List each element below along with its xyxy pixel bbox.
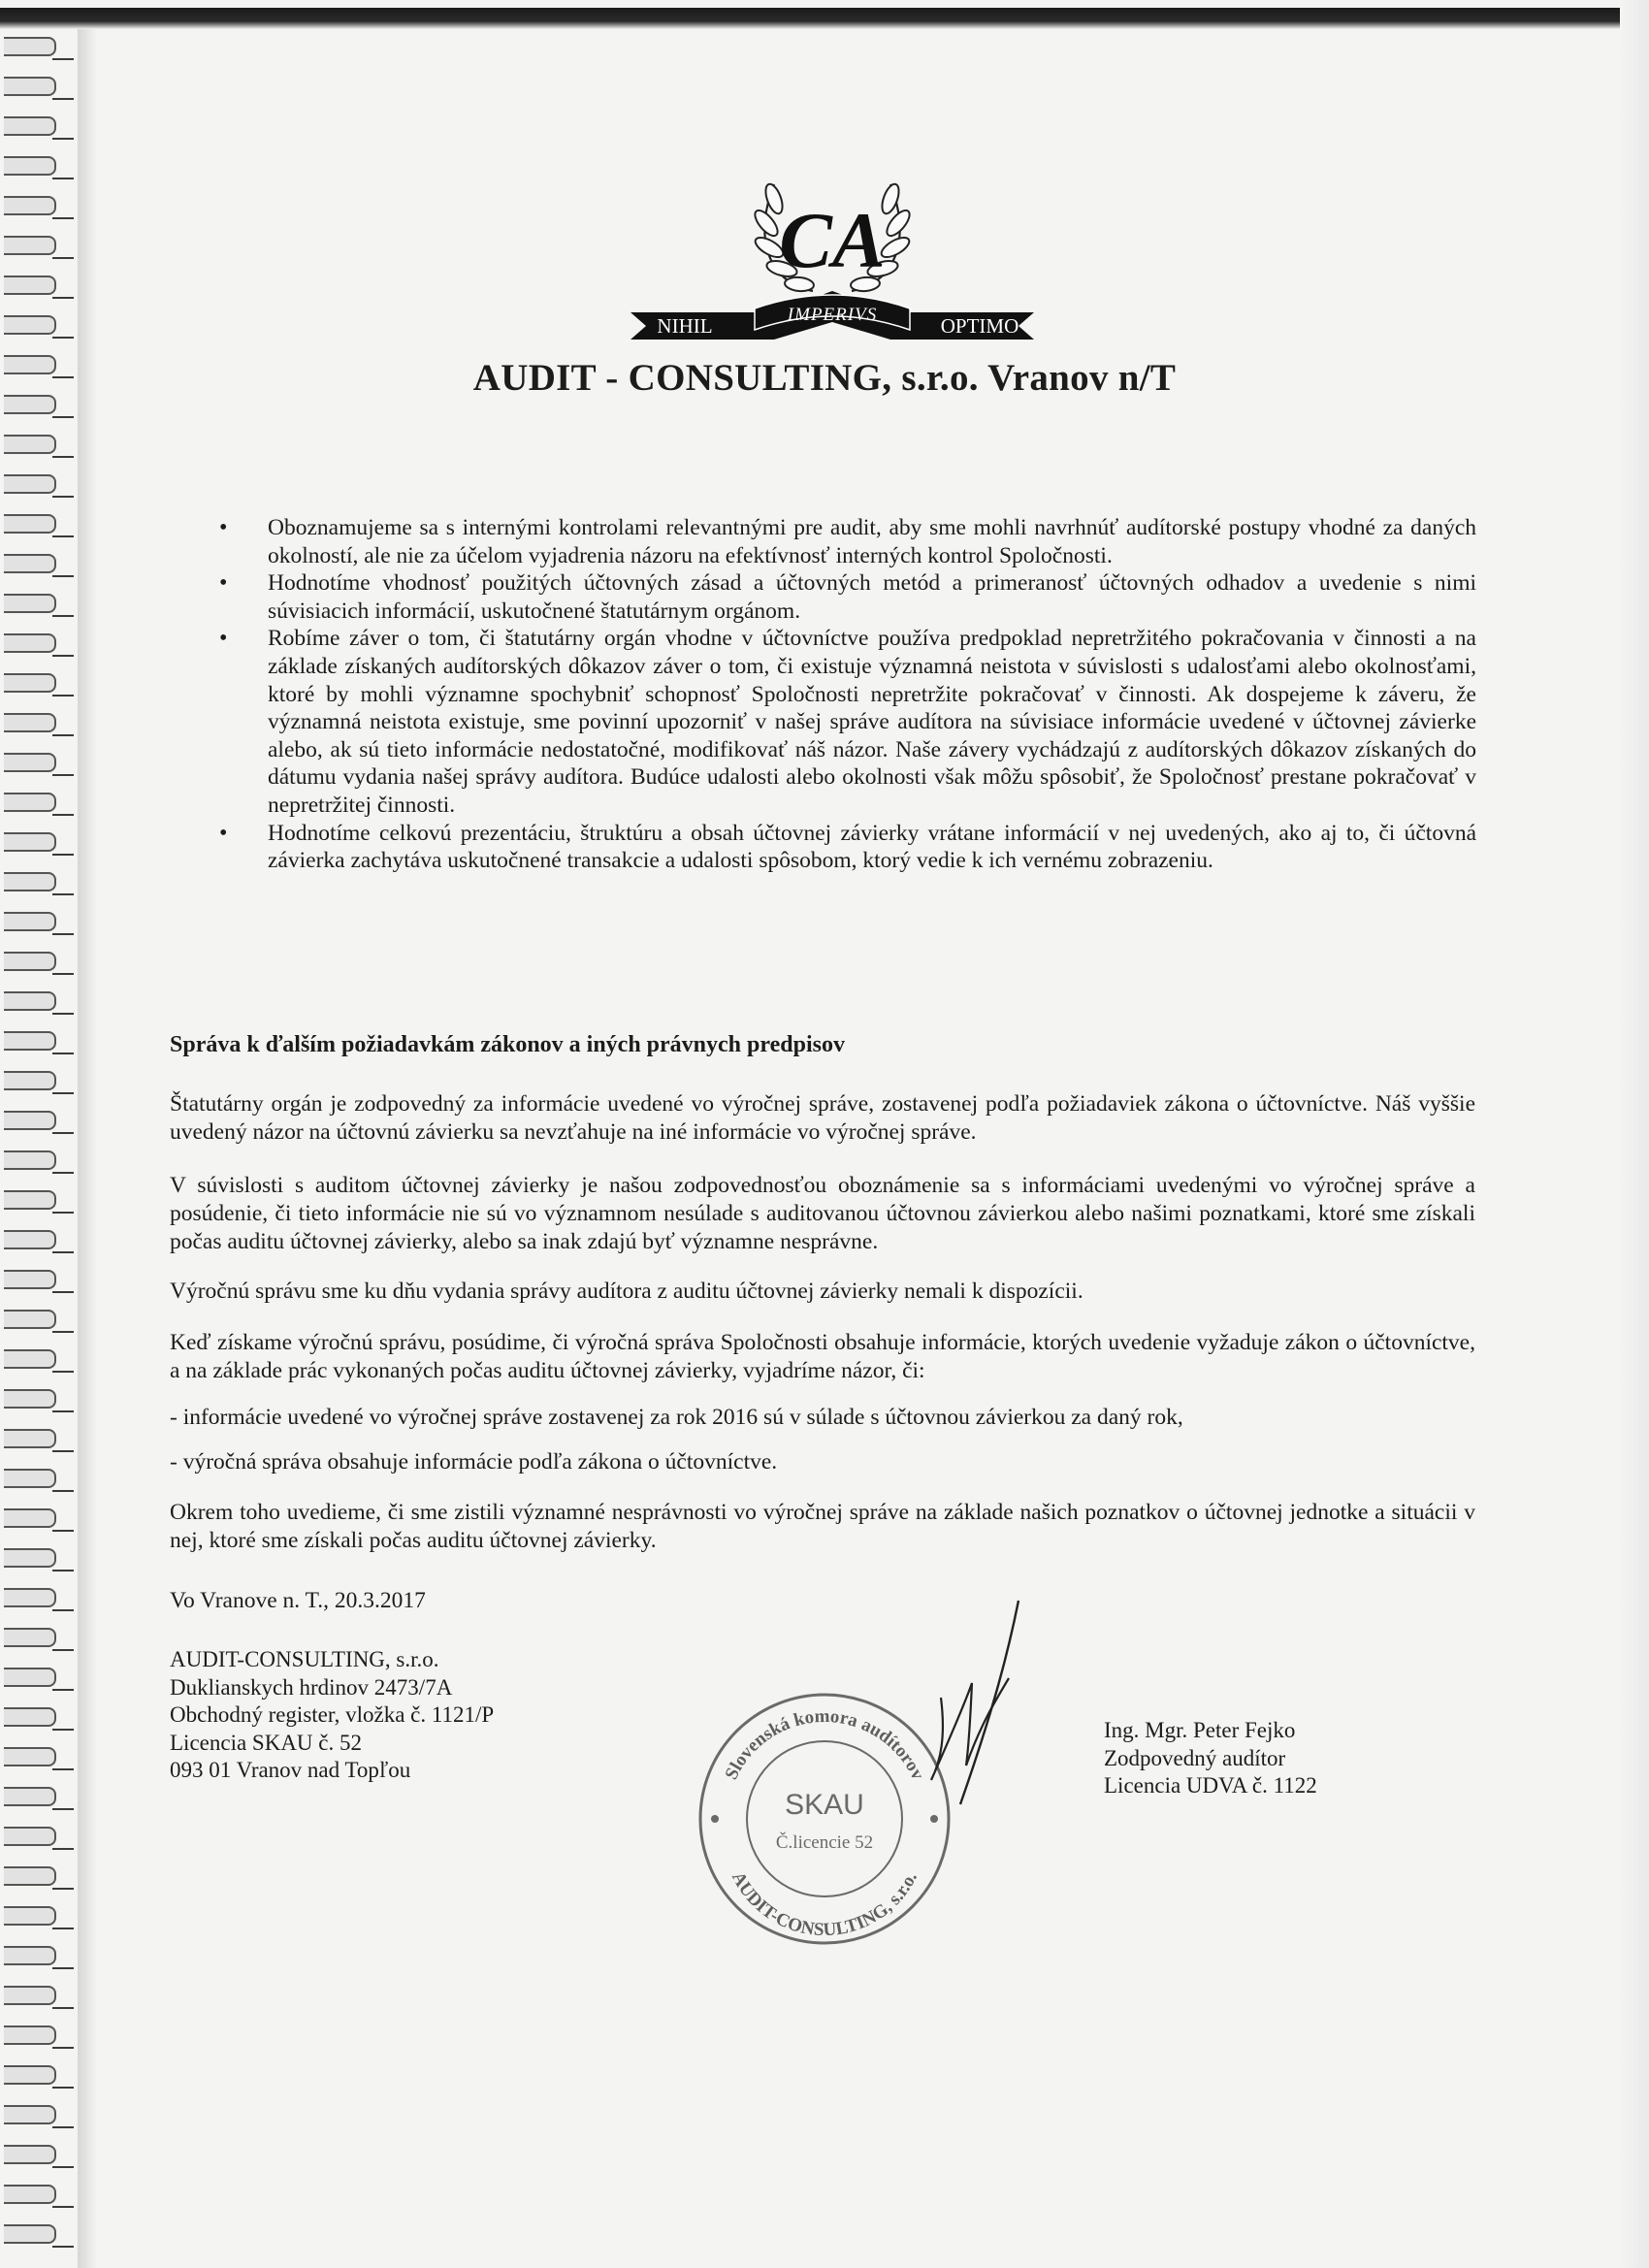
binding-tick (52, 1848, 74, 1850)
binding-ring (4, 355, 56, 374)
binding-tick (52, 456, 74, 458)
binding-ring (4, 673, 56, 693)
binding-ring (4, 1668, 56, 1687)
binding-tick (52, 1808, 74, 1810)
handwritten-signature (902, 1591, 1077, 1814)
stamp-center: SKAU (785, 1789, 864, 1821)
binding-tick (52, 1490, 74, 1492)
auditor-role: Zodpovedný audítor (1104, 1745, 1286, 1770)
binding-ring (4, 1946, 56, 1965)
binding-ring (4, 1707, 56, 1727)
binding-ring (4, 633, 56, 653)
binding-tick (52, 854, 74, 856)
binding-tick (52, 774, 74, 776)
binding-tick (52, 1132, 74, 1134)
firm-license: Licencia SKAU č. 52 (170, 1730, 362, 1755)
binding-ring (4, 753, 56, 772)
paragraph: Okrem toho uvedieme, či sme zistili významné nesprávnosti vo výročnej správe na základe našich poznatkov o účtovnej jednotke a situácii v nej, ktoré sme získali počas auditu účtovnej závierky. (170, 1500, 1475, 1553)
list-item: • Robíme záver o tom, či štatutárny orgán vhodne v účtovníctve používa predpoklad nepretržitého pokračovania v činnosti a na základe získaných audítorských dôkazov záver o tom, či existuje významná neistota v súvislosti s udalosťami alebo okolnosťami, ktoré by mohli významne spochybniť schopnosť Spoločnosti nepretržite pokračovať v činnosti. Ak dospejeme k záveru, že významná neistota existuje, sme povinní upozorniť v našej správe audítora na súvisiace informácie uvedené v účtovnej závierke alebo, ak sú tieto informácie nedostatočné, modifikovať náš názor. Naše závery vychádzajú z audítorských dôkazov získaných do dátumu vydania našej správy audítora. Budúce udalosti alebo okolnosti však môžu spôsobiť, že Spoločnosť prestane pokračovať v nepretržitej činnosti. (215, 625, 1476, 819)
binding-tick (52, 58, 74, 60)
binding-tick (52, 1053, 74, 1054)
logo-ribbon-left: NIHIL (657, 314, 713, 338)
firm-register: Obchodný register, vložka č. 1121/P (170, 1702, 495, 1727)
paragraph: - výročná správa obsahuje informácie podľa zákona o účtovníctve. (170, 1449, 778, 1474)
firm-address-block (170, 1646, 494, 1785)
binding-ring (4, 2145, 56, 2164)
binding-ring (4, 2224, 56, 2244)
binding-ring (4, 1071, 56, 1090)
binding-tick (52, 1530, 74, 1532)
binding-tick (52, 1570, 74, 1571)
binding-tick (52, 575, 74, 577)
date-line: Vo Vranove n. T., 20.3.2017 (170, 1588, 426, 1613)
binding-tick (52, 1768, 74, 1770)
auditor-name: Ing. Mgr. Peter Fejko (1104, 1718, 1296, 1742)
binding-ring (4, 912, 56, 931)
binding-tick (52, 217, 74, 219)
auditor-license: Licencia UDVA č. 1122 (1104, 1773, 1317, 1798)
binding-ring (4, 1866, 56, 1886)
firm-city: 093 01 Vranov nad Topľou (170, 1758, 411, 1782)
binding-ring (4, 1469, 56, 1488)
binding-ring (4, 275, 56, 295)
binding-tick (52, 1212, 74, 1214)
paragraph: Štatutárny orgán je zodpovedný za informácie uvedené vo výročnej správe, zostavenej podľa požiadaviek zákona o účtovníctve. Náš vyššie uvedený názor na účtovnú závierku sa nevzťahuje na iné informácie vo výročnej správe. (170, 1091, 1475, 1145)
binding-ring (4, 793, 56, 812)
binding-tick (52, 1410, 74, 1412)
binding-tick (52, 178, 74, 179)
stamp-outer-bottom: AUDIT-CONSULTING, s.r.o. (727, 1868, 922, 1941)
binding-tick (52, 297, 74, 299)
binding-tick (52, 1649, 74, 1651)
binding-ring (4, 1310, 56, 1329)
binding-tick (52, 337, 74, 339)
binding-ring (4, 952, 56, 971)
auditor-block (1104, 1717, 1317, 1800)
binding-ring (4, 2065, 56, 2085)
binding-ring (4, 1270, 56, 1289)
binding-ring (4, 1906, 56, 1926)
binding-tick (52, 1251, 74, 1253)
binding-ring (4, 1588, 56, 1607)
paragraph: V súvislosti s auditom účtovnej závierky je našou zodpovednosťou oboznámenie sa s informáciami uvedenými vo výročnej správe a posúdenie, či tieto informácie nie sú vo významnom nesúlade s auditovanou účtovnou závierkou alebo našimi poznatkami, ktoré sme získali počas auditu účtovnej závierky, alebo sa inak zdajú byť významne nesprávne. (170, 1173, 1475, 1254)
binding-ring (4, 77, 56, 96)
binding-tick (52, 1092, 74, 1094)
binding-tick (52, 1450, 74, 1452)
binding-ring (4, 315, 56, 335)
logo-monogram: CA (779, 196, 886, 284)
binding-ring (4, 196, 56, 215)
binding-ring (4, 236, 56, 255)
binding-tick (52, 2166, 74, 2168)
binding-ring (4, 1230, 56, 1249)
binding-ring (4, 116, 56, 136)
binding-ring (4, 1628, 56, 1647)
binding-tick (52, 615, 74, 617)
paragraph: Výročnú správu sme ku dňu vydania správy audítora z auditu účtovnej závierky nemali k dispozícii. (170, 1279, 1083, 1304)
binding-tick (52, 893, 74, 895)
binding-tick (52, 814, 74, 816)
binding-tick (52, 2206, 74, 2208)
section-heading: Správa k ďalším požiadavkám zákonov a iných právnych predpisov (170, 1032, 845, 1057)
binding-ring (4, 594, 56, 613)
binding-tick (52, 1888, 74, 1890)
binding-ring (4, 435, 56, 454)
binding-tick (52, 416, 74, 418)
logo-ribbon-center: IMPERIVS (787, 305, 878, 325)
binding-tick (52, 933, 74, 935)
binding-ring (4, 1190, 56, 1210)
binding-tick (52, 98, 74, 100)
binding-ring (4, 474, 56, 494)
binding-ring (4, 872, 56, 891)
binding-tick (52, 2126, 74, 2128)
binding-tick (52, 1172, 74, 1174)
binding-tick (52, 2246, 74, 2248)
binding-ring (4, 2185, 56, 2204)
company-logo (619, 146, 1046, 349)
binding-ring (4, 713, 56, 732)
binding-ring (4, 1111, 56, 1130)
binding-tick (52, 1609, 74, 1611)
list-item: • Hodnotíme vhodnosť použitých účtovných zásad a účtovných metód a primeranosť účtovných odhadov a uvedenie s nimi súvisiacich informácií, uskutočnené štatutárnym orgánom. (215, 569, 1476, 625)
binding-tick (52, 734, 74, 736)
firm-street: Duklianskych hrdinov 2473/7A (170, 1674, 453, 1700)
binding-tick (52, 1967, 74, 1969)
binding-ring (4, 1349, 56, 1369)
binding-tick (52, 1729, 74, 1731)
list-item: • Hodnotíme celkovú prezentáciu, štruktúru a obsah účtovnej závierky vrátane informácií v nej uvedených, ako aj to, či účtovná závierka zachytáva uskutočnené transakcie a udalosti spôsobom, ktorý vedie k ich vernému zobrazeniu. (215, 820, 1476, 875)
paragraph: Keď získame výročnú správu, posúdime, či výročná správa Spoločnosti obsahuje informácie, ktorých uvedenie vyžaduje zákon o účtovníctve, a na základe prác vykonaných počas auditu účtovnej závierky, vyjadríme názor, či: (170, 1330, 1475, 1383)
binding-tick (52, 1013, 74, 1015)
binding-ring (4, 2025, 56, 2045)
binding-ring (4, 1986, 56, 2005)
binding-ring (4, 1031, 56, 1051)
binding-tick (52, 2007, 74, 2009)
binding-tick (52, 655, 74, 657)
binding-ring (4, 1548, 56, 1568)
binding-ring (4, 1747, 56, 1766)
binding-ring (4, 395, 56, 414)
binding-ring (4, 2105, 56, 2124)
binding-tick (52, 257, 74, 259)
binding-ring (4, 1429, 56, 1448)
binding-ring (4, 37, 56, 56)
company-title: AUDIT - CONSULTING, s.r.o. Vranov n/T (472, 357, 1177, 399)
logo-ribbon-right: OPTIMO (940, 314, 1019, 338)
binding-ring (4, 514, 56, 534)
stamp-license: Č.licencie 52 (775, 1832, 874, 1853)
spiral-binding (0, 29, 78, 2268)
firm-name: AUDIT-CONSULTING, s.r.o. (170, 1647, 439, 1671)
binding-tick (52, 973, 74, 975)
binding-tick (52, 376, 74, 378)
binding-tick (52, 496, 74, 498)
binding-ring (4, 1150, 56, 1170)
audit-procedures-list (215, 514, 1476, 875)
binding-tick (52, 1291, 74, 1293)
binding-ring (4, 554, 56, 573)
binding-ring (4, 1827, 56, 1846)
stamp-outer-top: Slovenská komora audítorov (721, 1705, 928, 1783)
binding-tick (52, 695, 74, 697)
paragraph: - informácie uvedené vo výročnej správe zostavenej za rok 2016 sú v súlade s účtovnou závierkou za daný rok, (170, 1405, 1183, 1430)
binding-ring (4, 1389, 56, 1409)
binding-tick (52, 535, 74, 537)
binding-tick (52, 1371, 74, 1373)
list-item: • Oboznamujeme sa s internými kontrolami relevantnými pre audit, aby sme mohli navrhnúť audítorské postupy vhodné za daných okolností, ale nie za účelom vyjadrenia názoru na efektívnosť interných kontrol Spoločnosti. (215, 514, 1476, 569)
binding-ring (4, 1787, 56, 1806)
binding-tick (52, 1928, 74, 1929)
binding-ring (4, 1508, 56, 1528)
binding-shadow (78, 29, 97, 2268)
binding-tick (52, 1331, 74, 1333)
binding-tick (52, 2047, 74, 2049)
binding-tick (52, 138, 74, 140)
binding-ring (4, 156, 56, 176)
binding-ring (4, 832, 56, 852)
scan-top-edge (0, 0, 1649, 29)
binding-tick (52, 1689, 74, 1691)
scan-right-edge (1620, 0, 1649, 2268)
binding-tick (52, 2087, 74, 2089)
binding-ring (4, 991, 56, 1011)
